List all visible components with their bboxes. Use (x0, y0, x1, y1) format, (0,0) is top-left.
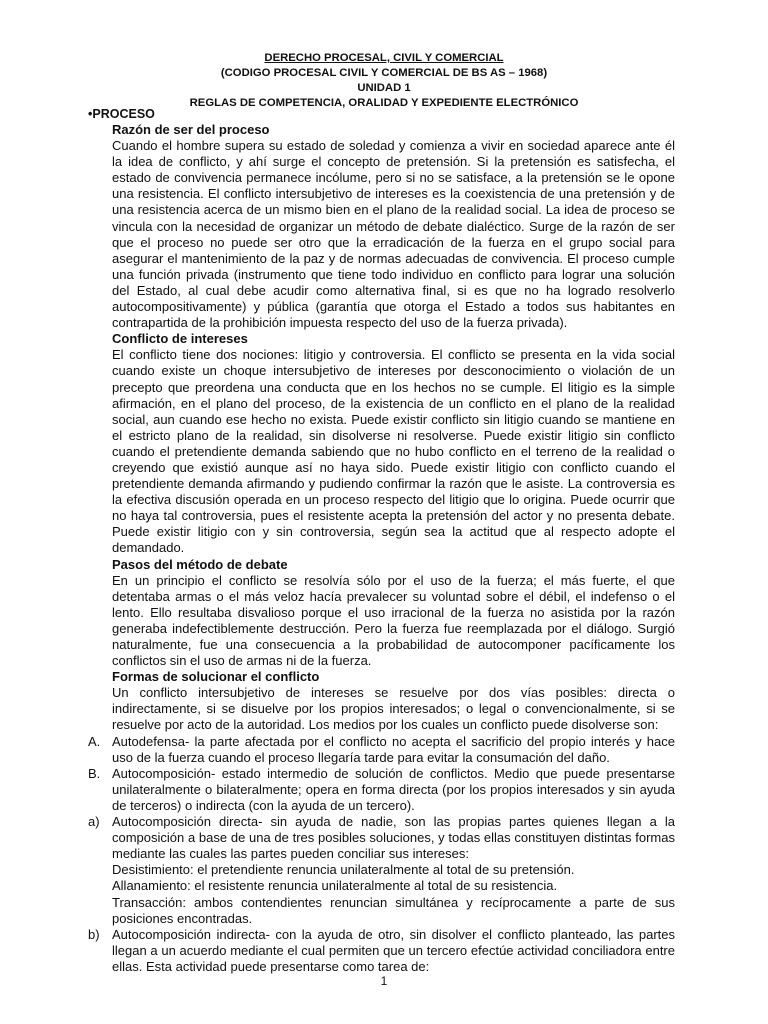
bullet-icon: • (88, 107, 93, 121)
sub-item-text: Desistimiento: el pretendiente renuncia unilateralmente al total de su pretensión. (112, 862, 575, 878)
section-heading: Pasos del método de debate (112, 556, 288, 572)
list-marker: a) (88, 814, 100, 830)
list-item-text: Autocomposición directa- sin ayuda de nadie, son las propias partes quienes llegan a la composición a base de una de tres posibles soluciones, y todas ellas constituyen distintas formas mediante las cuales las partes pueden conciliar sus intereses: (112, 814, 675, 862)
list-item (88, 926, 675, 975)
sub-item-text: Transacción: ambos contendientes renuncian simultánea y recíprocamente a parte de sus posiciones encontradas. (112, 894, 675, 926)
unit-label: UNIDAD 1 (357, 82, 411, 94)
section-paragraph: Un conflicto intersubjetivo de intereses se resuelve por dos vías posibles: directa o indirectamente, si se disuelve por los propios interesados; o legal o convencionalmente, si se resuelve por acto de la autoridad. Los medios por los cuales un conflicto puede disolverse son: (112, 685, 675, 733)
list-item-text: Autocomposición- estado intermedio de solución de conflictos. Medio que puede presentarse unilateralmente o bilateralmente; opera en forma directa (por los propios interesados y sin ayuda de terceros) o indirecta (con la ayuda de un tercero). (112, 765, 675, 813)
list-marker: b) (88, 926, 100, 942)
list-item (88, 733, 675, 766)
list-item (88, 814, 675, 927)
bullet-proceso (88, 106, 155, 122)
code-subtitle: (CODIGO PROCESAL CIVIL Y COMERCIAL DE BS AS – 1968) (220, 67, 548, 79)
course-title: DERECHO PROCESAL, CIVIL Y COMERCIAL (264, 52, 504, 64)
list-item-text: Autocomposición indirecta- con la ayuda de otro, sin disolver el conflicto planteado, las partes llegan a un acuerdo mediante el cual permiten que un tercero efectúe actividad conciliadora entre ellas. Esta actividad puede presentarse como tarea de: (112, 926, 675, 974)
section-heading: Formas de solucionar el conflicto (112, 669, 320, 685)
sub-item-text: Allanamiento: el resistente renuncia unilateralmente al total de su resistencia. (112, 878, 558, 894)
list-item (88, 765, 675, 814)
section-heading: Conflicto de intereses (112, 331, 248, 347)
page-number: 1 (380, 974, 388, 988)
section-paragraph: En un principio el conflicto se resolvía sólo por el uso de la fuerza; el más fuerte, el que detentaba armas o el más veloz hacía prevalecer su voluntad sobre el débil, el indefenso o el lento. Ello resultaba disvalioso porque el uso irracional de la fuerza no asistida por la razón generaba indefectiblemente destrucción. Pero la fuerza fue reemplazada por el diálogo. Surgió naturalmente, fue una consecuencia a la probabilidad de autocomponer pacíficamente los conflictos sin el uso de armas ni de la fuerza. (112, 572, 675, 669)
section-heading: Razón de ser del proceso (112, 122, 270, 137)
section-paragraph: Cuando el hombre supera su estado de soledad y comienza a vivir en sociedad aparece ante él la idea de conflicto, y ahí surge el concepto de pretensión. Si la pretensión es satisfecha, el estado de convivencia permanece incólume, pero si no se satisface, a la pretensión se le opone una resistencia. El conflicto intersubjetivo de intereses es la coexistencia de una pretensión y de una resistencia acerca de un mismo bien en el plano de la realidad social. La idea de proceso se vincula con la necesidad de organizar un método de debate dialéctico. Surge de la razón de ser que el proceso no puede ser otro que la erradicación de la fuerza en el grupo social para asegurar el mantenimiento de la paz y de normas adecuadas de convivencia. El proceso cumple una función privada (instrumento que tiene todo individuo en conflicto para lograr una solución del Estado, al cual debe acudir como alternativa final, si es que no ha logrado resolverlo autocompositivamente) y pública (garantía que otorga el Estado a todos sus habitantes en contrapartida de la prohibición impuesta respecto del uso de la fuerza privada). (112, 138, 675, 331)
bullet-label: PROCESO (92, 107, 155, 121)
document-body (88, 122, 675, 975)
list-marker: B. (88, 765, 101, 781)
list-marker: A. (88, 733, 101, 749)
list-item-text: Autodefensa- la parte afectada por el conflicto no acepta el sacrificio del propio interés y hace uso de la fuerza cuando el proceso llegaría tarde para evitar la consumación del daño. (112, 733, 675, 765)
unit-title: REGLAS DE COMPETENCIA, ORALIDAD Y EXPEDIENTE ELECTRÓNICO (189, 97, 579, 109)
document-header (0, 51, 768, 111)
section-paragraph: El conflicto tiene dos nociones: litigio y controversia. El conflicto se presenta en la vida social cuando existe un choque intersubjetivo de intereses por desconocimiento o violación de un precepto que preordena una conducta que en los hechos no se cumple. El litigio es la simple afirmación, en el plano del proceso, de la existencia de un conflicto en el plano de la realidad social, aun cuando ese hecho no exista. Puede existir conflicto sin litigio cuando se mantiene en el estricto plano de la realidad, sin disolverse ni resolverse. Puede existir litigio sin conflicto cuando el pretendiente demanda sabiendo que no hubo conflicto en el terreno de la realidad o creyendo que existió aunque así no haya sido. Puede existir litigio con conflicto cuando el pretendiente demanda afirmando y pudiendo confirmar la razón que le asiste. La controversia es la efectiva discusión operada en un proceso respecto del litigio que lo origina. Puede ocurrir que no haya tal controversia, pues el resistente acepta la pretensión del actor y no presenta debate. Puede existir litigio con y sin controversia, según sea la actitud que al respecto adopte el demandado. (112, 347, 675, 556)
